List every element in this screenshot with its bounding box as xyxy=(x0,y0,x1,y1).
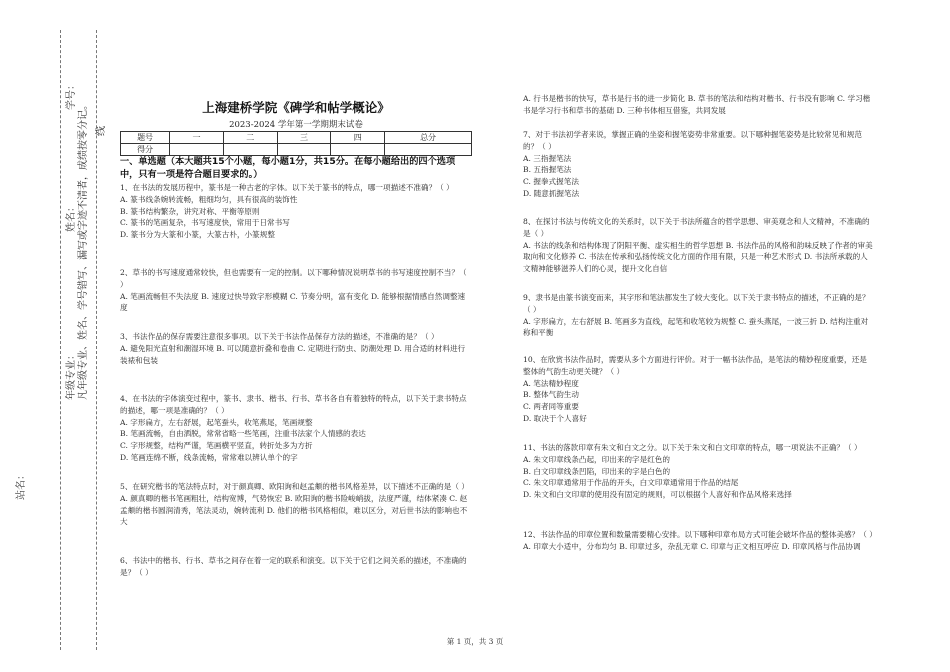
question-option: C. 朱文印章通常用于作品的开头，白文印章通常用于作品的结尾 xyxy=(523,478,739,488)
score-cell: 二 xyxy=(223,132,277,144)
question-6 xyxy=(120,555,472,579)
score-cell: 四 xyxy=(331,132,385,144)
question-stem: 7、对于书法初学者来说，掌握正确的坐姿和握笔姿势非常重要。以下哪种握笔姿势是比较常见和规范的？（ ） xyxy=(523,130,862,151)
cut-line-inner xyxy=(60,30,61,650)
question-5 xyxy=(120,481,472,528)
score-table-score-row xyxy=(121,144,472,156)
question-option: C. 两者同等重要 xyxy=(523,402,579,412)
question-option: A. 朱文印章线条凸起，印出来的字是红色的 xyxy=(523,454,670,464)
question-9 xyxy=(523,292,873,339)
section-heading: 一、单选题（本大题共15个小题，每小题1分，共15分。在每小题给出的四个选项中，只有一项是符合题目要求的。） xyxy=(120,156,456,180)
binding-margin xyxy=(0,0,110,672)
score-cell: 题号 xyxy=(121,132,170,144)
question-option: A. 字形扁方，左右舒展 B. 笔画多为直线，起笔和收笔较为规整 C. 蚕头燕尾，一波三折 D. 结构注重对称和平衡 xyxy=(523,316,869,338)
question-option: D. 取决于个人喜好 xyxy=(523,413,587,423)
student-id-label: 学号： xyxy=(66,80,77,110)
name-label: 姓名： xyxy=(66,202,77,232)
question-option: A. 笔画流畅但不失法度 B. 速度过快导致字形模糊 C. 节奏分明，富有变化 D. 能够根据情感自然调整速度 xyxy=(120,291,466,313)
score-cell xyxy=(170,144,224,156)
question-stem: 3、书法作品的保存需要注意很多事项。以下关于书法作品保存方法的描述，不准确的是？（ ） xyxy=(120,332,439,341)
question-8 xyxy=(523,216,873,275)
seal-mark: 线 xyxy=(96,126,107,136)
question-option: D. 随意抓握笔法 xyxy=(523,188,580,198)
question-12 xyxy=(523,529,877,553)
score-cell xyxy=(331,144,385,156)
question-option: B. 篆书结构繁杂，讲究对称、平衡等原则 xyxy=(120,206,260,216)
score-cell: 一 xyxy=(170,132,224,144)
page-footer: 第 1 页，共 3 页 xyxy=(446,637,504,646)
question-1 xyxy=(120,182,472,241)
exam-title: 上海建桥学院《碑学和帖学概论》 xyxy=(202,100,390,115)
score-cell: 总分 xyxy=(385,132,472,144)
question-option: A. 避免阳光直射和潮湿环境 B. 可以随意折叠和卷曲 C. 定期进行防虫、防潮处理 D. 用合适的材料进行装裱和包装 xyxy=(120,343,466,365)
question-option: B. 白文印章线条凹陷，印出来的字是白色的 xyxy=(523,466,671,476)
question-option: A. 篆书线条婉转流畅，粗细均匀，具有很高的装饰性 xyxy=(120,194,298,204)
question-option: D. 朱文和白文印章的使用没有固定的规则，可以根据个人喜好和作品风格来选择 xyxy=(523,490,792,500)
question-2 xyxy=(120,267,472,314)
question-11 xyxy=(523,442,873,501)
question-option: C. 握拳式握笔法 xyxy=(523,177,579,187)
question-stem: 8、在探讨书法与传统文化的关系时，以下关于书法所蕴含的哲学思想、审美观念和人文精神，不准确的是（ ） xyxy=(523,217,870,238)
question-option: A. 颜真卿的楷书笔画粗壮，结构宽博，气势恢宏 B. 欧阳询的楷书险峻峭拔，法度严谨，结体紧凑 C. 赵孟頫的楷书圆润清秀，笔法灵动，婉转流利 D. 他们的楷书风格相似，难以区分，对后世书法的影响也不大 xyxy=(120,493,468,527)
question-stem: 2、草书的书写速度通常较快，但也需要有一定的控制。以下哪种情况说明草书的书写速度控制不当？（ ） xyxy=(120,268,467,289)
station-label: 站名： xyxy=(16,470,27,500)
question-stem: 12、书法作品的印章位置和数量需要精心安排。以下哪种印章布局方式可能会破坏作品的整体美感？（ ） xyxy=(523,530,877,539)
question-option: A. 印章大小适中，分布均匀 B. 印章过多，杂乱无章 C. 印章与正文相互呼应 D. 印章风格与作品协调 xyxy=(523,541,861,551)
exam-subtitle: 2023-2024 学年第一学期期末试卷 xyxy=(229,120,363,130)
question-option: A. 笔法精妙程度 xyxy=(523,378,579,388)
question-stem: 10、在欣赏书法作品时，需要从多个方面进行评价。对于一幅书法作品，是笔法的精妙程度重要，还是整体的气韵生动更关键？（ ） xyxy=(523,355,867,376)
question-option: B. 整体气韵生动 xyxy=(523,390,579,400)
question-stem: 11、书法的落款印章有朱文和白文之分。以下关于朱文和白文印章的特点，哪一项说法不正确？（ ） xyxy=(523,443,862,452)
question-stem: 9、隶书是由篆书演变而来，其字形和笔法都发生了较大变化。以下关于隶书特点的描述，不正确的是？（ ） xyxy=(523,293,870,314)
question-stem: 4、在书法的字体演变过程中，篆书、隶书、楷书、行书、草书各自有着独特的特点，以下关于隶书特点的描述，哪一项是准确的？（ ） xyxy=(120,394,467,415)
question-option: A. 字形扁方，左右舒展，起笔蚕头，收笔燕尾，笔画规整 xyxy=(120,417,313,427)
question-option: B. 笔画流畅，自由洒脱，常常省略一些笔画，注重书法家个人情感的表达 xyxy=(120,429,366,439)
question-4 xyxy=(120,393,472,464)
question-option: C. 篆书的笔画复杂，书写速度快，常用于日常书写 xyxy=(120,218,290,228)
score-cell: 三 xyxy=(277,132,331,144)
warning-text: 凡年级专业、姓名、学号错写、漏写或字迹不清者，成绩按零分记。 xyxy=(78,100,89,400)
question-stem: 6、书法中的楷书、行书、草书之间存在着一定的联系和演变。以下关于它们之间关系的描述，不准确的是？（ ） xyxy=(120,556,467,577)
question-option: A. 书法的线条和结构体现了阴阳平衡、虚实相生的哲学思想 B. 书法作品的风格和韵味反映了作者的审美取向和文化修养 C. 书法在传承和弘扬传统文化方面的作用有限，只是一种艺术形式 D. 书法所承载的人文精神能够滋养人们的心灵，提升文化自信 xyxy=(523,240,873,274)
question-6-options xyxy=(523,93,873,117)
question-3 xyxy=(120,331,472,366)
score-table-header-row xyxy=(121,132,472,144)
question-option: D. 篆书分为大篆和小篆，大篆古朴，小篆规整 xyxy=(120,230,275,240)
score-cell: 得分 xyxy=(121,144,170,156)
question-7 xyxy=(523,129,873,200)
question-option: B. 五指握笔法 xyxy=(523,165,572,175)
cut-line-outer xyxy=(96,30,97,650)
question-option: A. 行书是楷书的快写，草书是行书的进一步简化 B. 草书的笔法和结构对楷书、行书没有影响 C. 学习楷书是学习行书和草书的基础 D. 三种书体相互借鉴，共同发展 xyxy=(523,94,871,115)
question-option: C. 字形规整，结构严谨，笔画横平竖直，转折处多为方折 xyxy=(120,441,313,451)
question-stem: 1、在书法的发展历程中，篆书是一种古老的字体。以下关于篆书的特点，哪一项描述不准确？（ ） xyxy=(120,183,454,192)
score-cell xyxy=(277,144,331,156)
score-table xyxy=(120,131,472,156)
question-10 xyxy=(523,354,873,425)
grade-major-label: 年级专业： xyxy=(66,350,77,400)
question-stem: 5、在研究楷书的笔法特点时，对于颜真卿、欧阳询和赵孟頫的楷书风格差异，以下描述不正确的是（ ） xyxy=(120,482,469,491)
score-cell xyxy=(385,144,472,156)
score-cell xyxy=(223,144,277,156)
question-option: D. 笔画连绵不断，线条流畅，常常难以辨认单个的字 xyxy=(120,452,298,462)
question-option: A. 三指握笔法 xyxy=(523,153,572,163)
